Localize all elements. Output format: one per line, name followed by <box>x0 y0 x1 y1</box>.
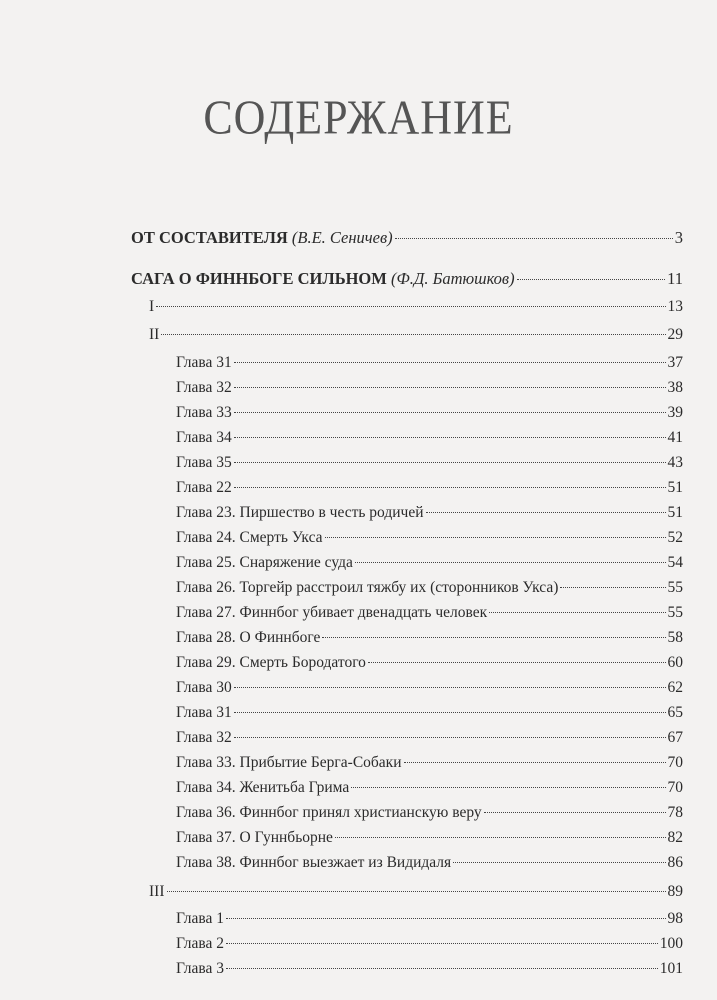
toc-page-number: 13 <box>667 298 683 315</box>
toc-page-number: 58 <box>667 629 683 646</box>
leader-dots <box>426 512 666 513</box>
leader-dots <box>234 737 666 738</box>
toc-entry[interactable] <box>176 578 683 598</box>
toc-entry[interactable] <box>176 678 683 698</box>
leader-dots <box>234 687 666 688</box>
toc-entry[interactable] <box>131 269 683 289</box>
leader-dots <box>355 562 666 563</box>
leader-dots <box>234 712 666 713</box>
toc-entry[interactable] <box>176 853 683 873</box>
toc-page-number: 55 <box>667 604 683 621</box>
toc-entry[interactable] <box>176 628 683 648</box>
toc-entry-label: Глава 36. Финнбог принял христианскую веру <box>176 804 482 821</box>
leader-dots <box>351 787 665 788</box>
leader-dots <box>234 362 666 363</box>
toc-entry-label: Глава 38. Финнбог выезжает из Видидаля <box>176 854 452 871</box>
toc-page-number: 62 <box>667 679 683 696</box>
toc-entry-label: Глава 32 <box>176 729 232 746</box>
toc-entry[interactable] <box>176 703 683 723</box>
toc-page-number: 100 <box>659 935 683 952</box>
toc-page-number: 86 <box>667 854 683 871</box>
toc-entry-label: Глава 1 <box>176 910 225 927</box>
leader-dots <box>234 487 666 488</box>
leader-dots <box>234 462 666 463</box>
toc-entry[interactable] <box>176 803 683 823</box>
toc-entry[interactable] <box>176 403 683 423</box>
toc-entry[interactable] <box>176 553 683 573</box>
toc-page-number: 51 <box>667 479 683 496</box>
leader-dots <box>395 238 673 239</box>
toc-page-number: 38 <box>667 379 683 396</box>
toc-entry[interactable] <box>176 603 683 623</box>
toc-entry-label: Глава 34. Женитьба Грима <box>176 779 350 796</box>
toc-entry-label: Глава 35 <box>176 454 232 471</box>
page-title: СОДЕРЖАНИЕ <box>203 90 514 145</box>
toc-page-number: 41 <box>667 429 683 446</box>
toc-entry-label: Глава 28. О Финнбоге <box>176 629 321 646</box>
toc-page-number: 70 <box>667 779 683 796</box>
leader-dots <box>325 537 666 538</box>
toc-entry[interactable] <box>176 959 683 979</box>
toc-entry[interactable] <box>176 478 683 498</box>
toc-entry[interactable] <box>149 297 683 317</box>
toc-entry[interactable] <box>176 528 683 548</box>
leader-dots <box>226 918 665 919</box>
toc-entry-label: I <box>149 298 155 315</box>
leader-dots <box>517 279 666 280</box>
leader-dots <box>234 412 666 413</box>
toc-page-number: 98 <box>667 910 683 927</box>
leader-dots <box>404 762 666 763</box>
toc-page-number: 65 <box>667 704 683 721</box>
toc-entry[interactable] <box>149 882 683 902</box>
toc-entry[interactable] <box>149 325 683 345</box>
toc-entry[interactable] <box>176 728 683 748</box>
toc-page-number: 11 <box>667 269 683 288</box>
leader-dots <box>234 437 666 438</box>
leader-dots <box>453 862 665 863</box>
toc-entry[interactable] <box>176 428 683 448</box>
toc-entry[interactable] <box>176 828 683 848</box>
toc-page-number: 37 <box>667 354 683 371</box>
leader-dots <box>335 837 666 838</box>
toc-page-number: 52 <box>667 529 683 546</box>
toc-entry[interactable] <box>176 753 683 773</box>
toc-entry-label: Глава 2 <box>176 935 225 952</box>
toc-entry-label: Глава 26. Торгейр расстроил тяжбу их (сторонников Укса) <box>176 579 559 596</box>
toc-page-number: 51 <box>667 504 683 521</box>
toc-entry-label: Глава 33. Прибытие Берга-Собаки <box>176 754 402 771</box>
toc-page-number: 101 <box>659 960 683 977</box>
toc-page-number: 55 <box>667 579 683 596</box>
toc-page-number: 54 <box>667 554 683 571</box>
toc-entry[interactable] <box>176 934 683 954</box>
leader-dots <box>368 662 666 663</box>
toc-entry[interactable] <box>176 378 683 398</box>
toc-page-number: 70 <box>667 754 683 771</box>
leader-dots <box>322 637 665 638</box>
toc-entry-label: Глава 32 <box>176 379 232 396</box>
toc-entry-label: Глава 23. Пиршество в честь родичей <box>176 504 424 521</box>
toc-entry-label: Глава 29. Смерть Бородатого <box>176 654 366 671</box>
toc-page-number: 60 <box>667 654 683 671</box>
toc-page-number: 39 <box>667 404 683 421</box>
leader-dots <box>226 968 658 969</box>
toc-entry-label: Глава 33 <box>176 404 232 421</box>
toc-page-number: 78 <box>667 804 683 821</box>
leader-dots <box>156 306 665 307</box>
leader-dots <box>167 891 666 892</box>
leader-dots <box>226 943 658 944</box>
toc-entry-label: Глава 22 <box>176 479 232 496</box>
toc-entry-label: Глава 31 <box>176 354 232 371</box>
toc-page-number: 29 <box>667 326 683 343</box>
toc-entry[interactable] <box>176 353 683 373</box>
toc-entry-label: Глава 25. Снаряжение суда <box>176 554 353 571</box>
toc-entry-label: ОТ СОСТАВИТЕЛЯ (В.Е. Сеничев) <box>131 228 393 247</box>
toc-entry-label: II <box>149 326 160 343</box>
toc-entry-label: Глава 27. Финнбог убивает двенадцать человек <box>176 604 488 621</box>
toc-entry-label: САГА О ФИННБОГЕ СИЛЬНОМ (Ф.Д. Батюшков) <box>131 269 515 288</box>
toc-entry-label: Глава 31 <box>176 704 232 721</box>
toc-entry[interactable] <box>176 909 683 929</box>
toc-entry[interactable] <box>176 503 683 523</box>
toc-page-number: 3 <box>674 228 683 247</box>
toc-entry-label: Глава 37. О Гуннбьорне <box>176 829 333 846</box>
toc-page-number: 67 <box>667 729 683 746</box>
leader-dots <box>484 812 666 813</box>
toc-entry-label: III <box>149 883 165 900</box>
leader-dots <box>234 387 666 388</box>
toc-entry[interactable] <box>176 653 683 673</box>
leader-dots <box>489 612 665 613</box>
leader-dots <box>560 587 665 588</box>
toc-entry-label: Глава 24. Смерть Укса <box>176 529 323 546</box>
toc-entry-label: Глава 30 <box>176 679 232 696</box>
toc-page-number: 82 <box>667 829 683 846</box>
leader-dots <box>161 334 665 335</box>
toc-entry[interactable] <box>131 228 683 248</box>
toc-entry[interactable] <box>176 778 683 798</box>
toc-page-number: 89 <box>667 883 683 900</box>
toc-page-number: 43 <box>667 454 683 471</box>
toc-entry-label: Глава 34 <box>176 429 232 446</box>
toc-entry[interactable] <box>176 453 683 473</box>
toc-entry-label: Глава 3 <box>176 960 225 977</box>
